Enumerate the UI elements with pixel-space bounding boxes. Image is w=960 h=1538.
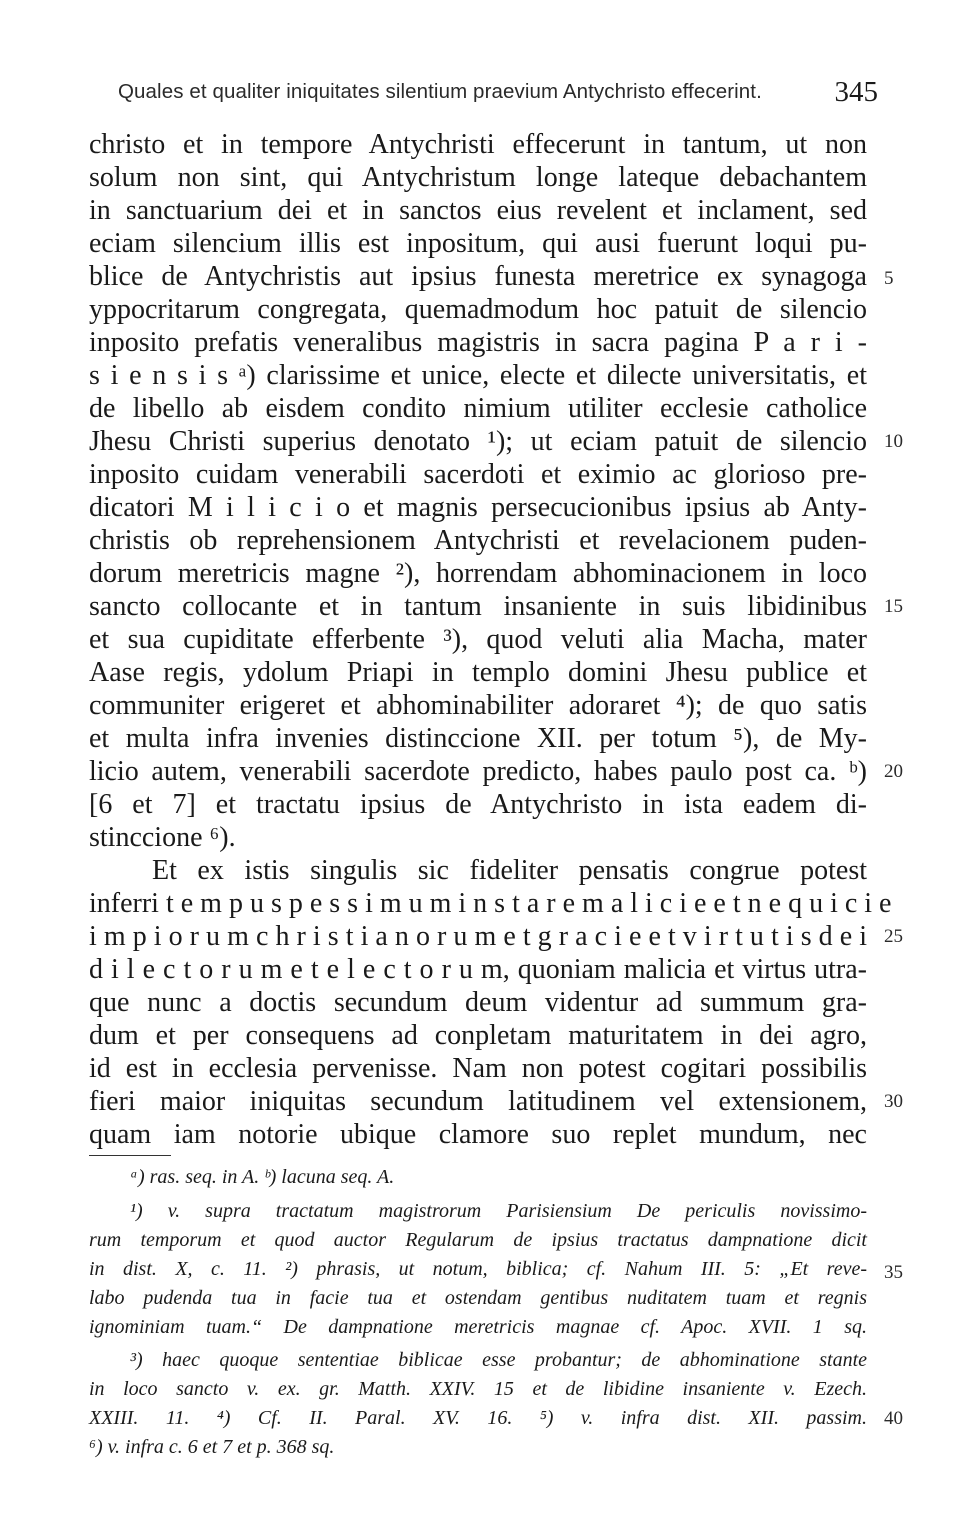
footnote-line: labo pudenda tua in facie tua et ostendam gentibus nuditatem tuam et regnis [89,1287,867,1309]
text-line: inposito prefatis veneralibus magistris in sacra pagina P a r i - [89,327,867,358]
footnote-line: in loco sancto v. ex. gr. Matth. XXIV. 15 et de libidine insaniente v. Ezech. [89,1378,867,1400]
footnote-line: ᵃ) ras. seq. in A. ᵇ) lacuna seq. A. [130,1166,395,1188]
text-line: stinccione ⁶). [89,822,236,853]
text-line: dicatori M i l i c i o et magnis persecucionibus ipsius ab Anty- [89,492,867,523]
text-line: inposito cuidam venerabili sacerdoti et eximio ac glorioso pre- [89,459,867,490]
line-number: 30 [884,1091,903,1112]
text-line: Et ex istis singulis sic fideliter pensatis congrue potest [152,855,867,886]
text-line: dorum meretricis magne ²), horrendam abhominacionem in loco [89,558,867,589]
line-number: 5 [884,268,894,289]
text-line: Jhesu Christi superius denotato ¹); ut eciam patuit de silencio [89,426,867,457]
text-line: solum non sint, qui Antychristum longe lateque debachantem [89,162,867,193]
text-line: que nunc a doctis secundum deum videntur ad summum gra- [89,987,867,1018]
footnote-line: ¹) v. supra tractatum magistrorum Parisiensium De periculis novissimo- [130,1200,867,1222]
text-line: quam iam notorie ubique clamore suo replet mundum, nec [89,1119,867,1150]
page-number: 345 [834,76,878,108]
footnote-line: ⁶) v. infra c. 6 et 7 et p. 368 sq. [89,1436,335,1458]
text-line: inferri t e m p u s p e s s i m u m i n s t a r e m a l i c i e e t n e q u i c i e [89,888,892,919]
text-line: fieri maior iniquitas secundum latitudinem vel extensionem, [89,1086,867,1117]
text-line: sancto collocante et in tantum insaniente in suis libidinibus [89,591,867,622]
line-number: 25 [884,926,903,947]
line-number: 15 [884,596,903,617]
running-header [118,76,878,110]
text-line: licio autem, venerabili sacerdote predicto, habes paulo post ca. ᵇ) [89,756,867,787]
text-line: Aase regis, ydolum Priapi in templo domini Jhesu publice et [89,657,867,688]
text-line: id est in ecclesia pervenisse. Nam non potest cogitari possibilis [89,1053,867,1084]
text-line: in sanctuarium dei et in sanctos eius revelent et inclament, sed [89,195,867,226]
text-line: blice de Antychristis aut ipsius funesta meretrice ex synagoga [89,261,867,292]
running-title: Quales et qualiter iniquitates silentium praevium Antychristo effecerint. [118,80,762,103]
text-line: et sua cupiditate efferbente ³), quod veluti alia Macha, mater [89,624,867,655]
footnote-rule [89,1155,171,1156]
line-number: 40 [884,1408,903,1429]
text-line: i m p i o r u m c h r i s t i a n o r u m e t g r a c i e e t v i r t u t i s d e i [89,921,867,952]
footnote-line: in dist. X, c. 11. ²) phrasis, ut notum, biblica; cf. Nahum III. 5: „Et reve- [89,1258,867,1280]
text-line: [6 et 7] et tractatu ipsius de Antychristo in ista eadem di- [89,789,867,820]
text-line: christis ob reprehensionem Antychristi et revelacionem puden- [89,525,867,556]
text-line: s i e n s i s ᵃ) clarissime et unice, electe et dilecte universitatis, et [89,360,867,391]
footnote-line: ³) haec quoque sententiae biblicae esse probantur; de abhominatione stante [130,1349,867,1371]
footnote-line: XXIII. 11. ⁴) Cf. II. Paral. XV. 16. ⁵) v. infra dist. XII. passim. [89,1407,867,1429]
line-number: 20 [884,761,903,782]
line-number: 35 [884,1262,903,1283]
text-line: eciam silencium illis est inpositum, qui ausi fuerunt loqui pu- [89,228,867,259]
text-line: d i l e c t o r u m e t e l e c t o r u m, quoniam malicia et virtus utra- [89,954,867,985]
text-line: yppocritarum congregata, quemadmodum hoc patuit de silencio [89,294,867,325]
text-line: communiter erigeret et abhominabiliter adoraret ⁴); de quo satis [89,690,867,721]
footnote-line: ignominiam tuam.“ De dampnatione meretricis magnae cf. Apoc. XVII. 1 sq. [89,1316,867,1338]
text-line: dum et per consequens ad conpletam maturitatem in dei agro, [89,1020,867,1051]
text-line: christo et in tempore Antychristi effecerunt in tantum, ut non [89,129,867,160]
text-line: et multa infra invenies distinccione XII. per totum ⁵), de My- [89,723,867,754]
footnote-line: rum temporum et quod auctor Regularum de ipsius tractatus dampnatione dicit [89,1229,867,1251]
line-number: 10 [884,431,903,452]
text-line: de libello ab eisdem condito nimium utiliter ecclesie catholice [89,393,867,424]
